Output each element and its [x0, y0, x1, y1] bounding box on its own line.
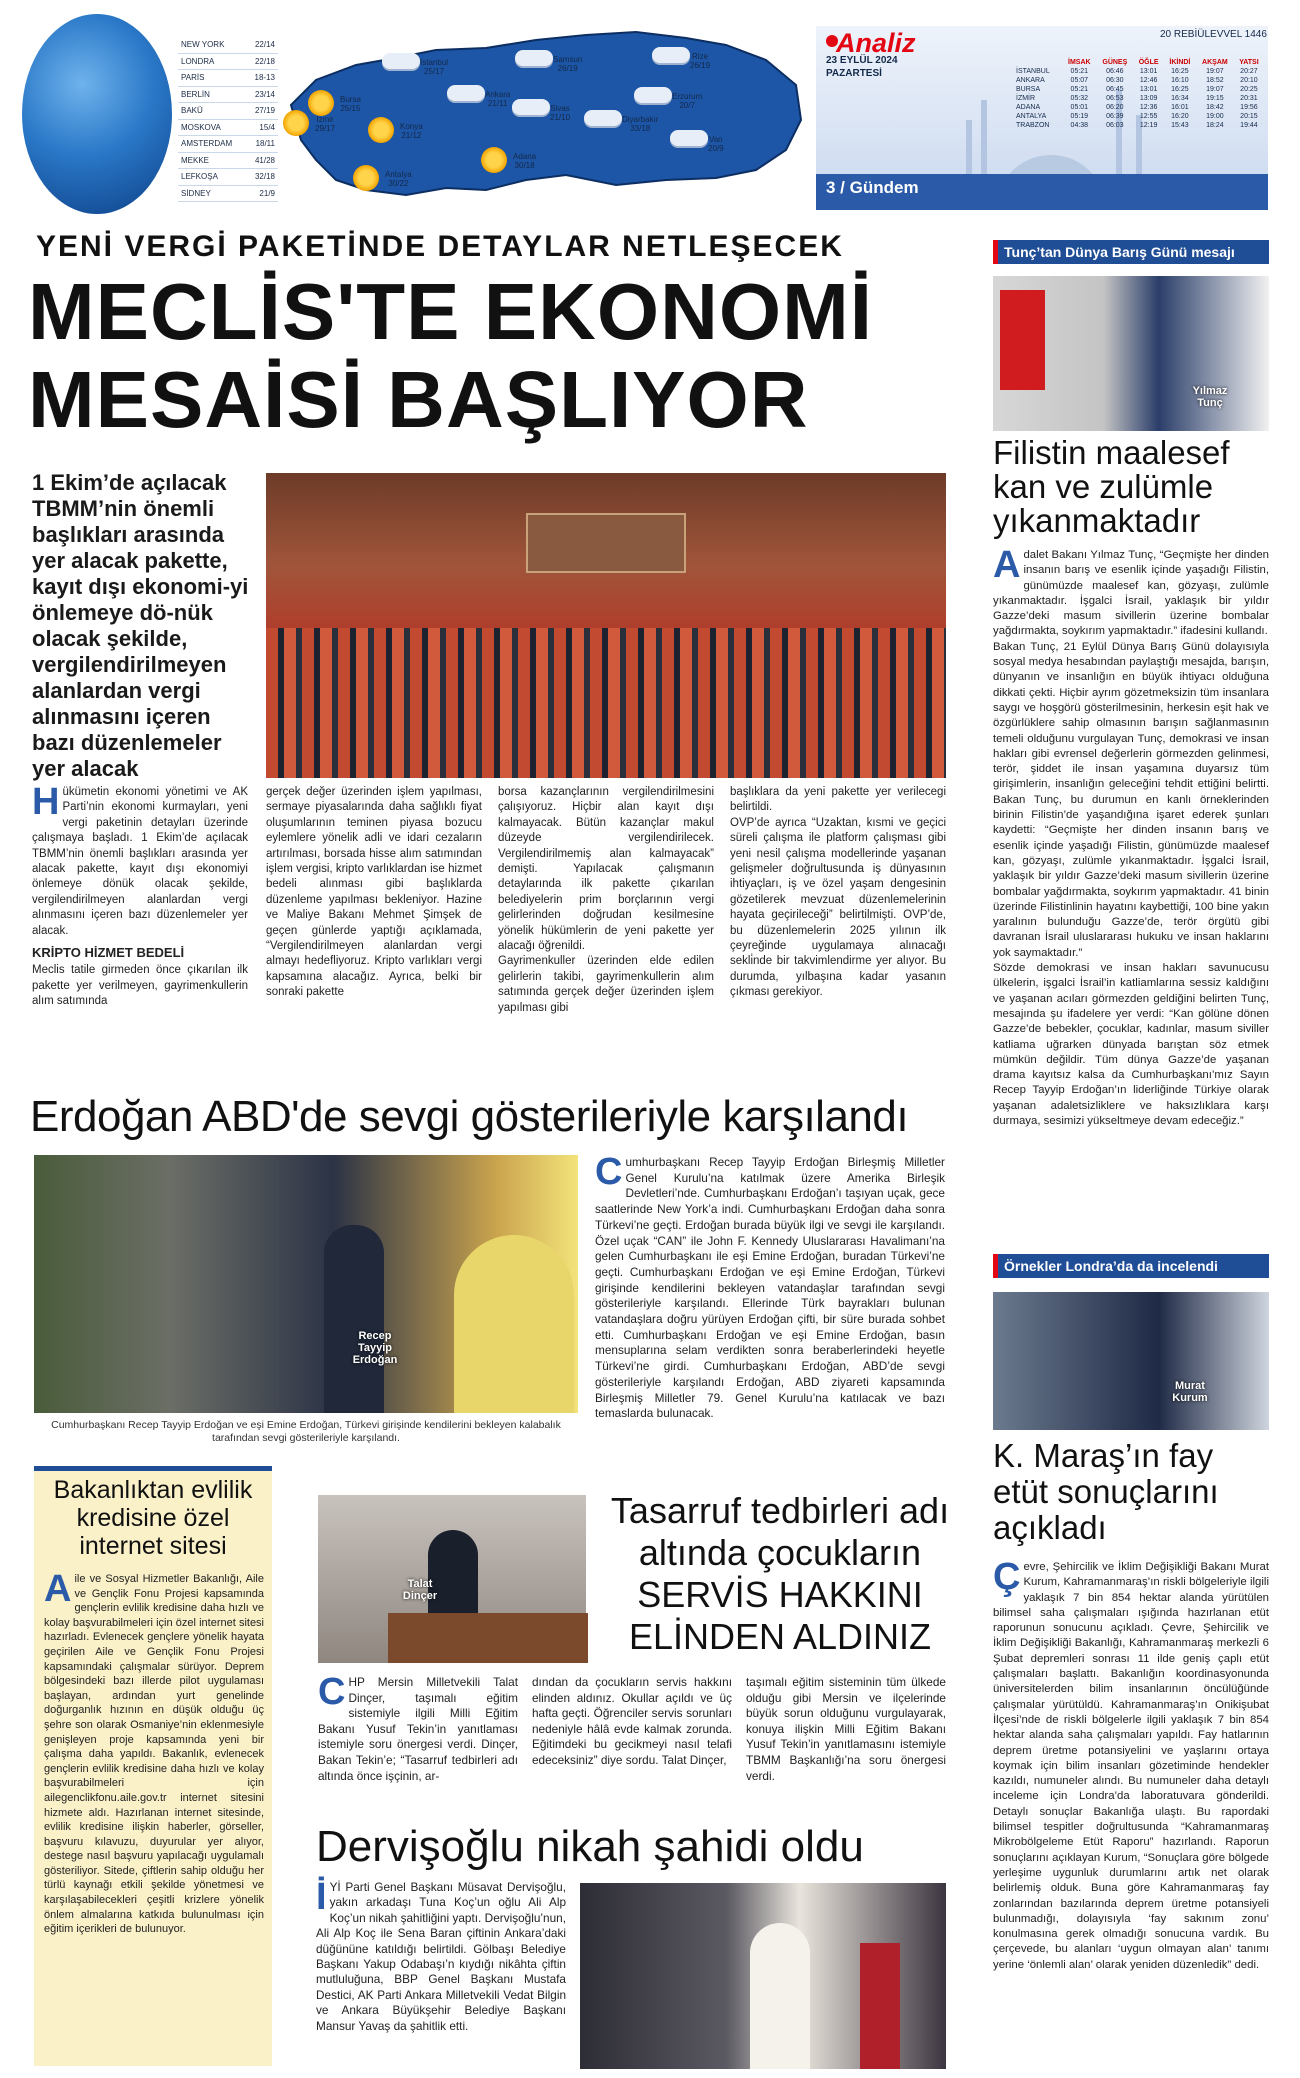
cloud-icon: [447, 85, 485, 101]
city-temp: 23/14: [254, 89, 275, 99]
prayer-cell: 13:01: [1139, 68, 1158, 75]
lead-headline[interactable]: MECLİS'TE EKONOMİ MESAİSİ BAŞLIYOR: [28, 267, 873, 444]
cloud-icon: [670, 130, 708, 146]
prayer-cell: ANTALYA: [1016, 113, 1047, 120]
sun-icon: [353, 165, 379, 191]
prayer-header: İMSAK: [1068, 59, 1091, 66]
date: 23 EYLÜL 2024: [826, 55, 898, 66]
map-city: [400, 122, 423, 140]
map-city: [690, 52, 710, 70]
map-city-temp: 21/11: [487, 99, 508, 108]
city-name: NEW YORK: [181, 40, 225, 49]
prayer-row: [1014, 103, 1264, 112]
city-row: [178, 37, 278, 54]
prayer-cell: 20:27: [1240, 68, 1258, 75]
prayer-cell: 13:09: [1139, 95, 1158, 102]
hijri-date: 20 REBİÜLEVVEL 1446: [1160, 29, 1267, 40]
prayer-cell: 18:42: [1206, 104, 1224, 111]
city-row: [178, 54, 278, 71]
prayer-cell: 15:43: [1171, 122, 1189, 129]
dervisoglu-headline[interactable]: Dervişoğlu nikah şahidi oldu: [316, 1822, 864, 1871]
prayer-cell: 16:01: [1171, 104, 1189, 111]
city-row: [178, 70, 278, 87]
map-city-name: Erzurum: [672, 92, 703, 101]
map-city-name: Adana: [513, 152, 537, 161]
prayer-header: ÖĞLE: [1138, 59, 1159, 66]
map-city-name: İzmir: [316, 115, 334, 124]
kurum-tag: Örnekler Londra’da da incelendi: [993, 1254, 1269, 1278]
lead-subhead: KRİPTO HİZMET BEDELİ: [32, 945, 185, 961]
prayer-cell: 06:03: [1106, 122, 1124, 129]
kurum-body: [993, 1556, 1269, 1973]
evlilik-body: [44, 1568, 264, 1937]
lead-column-1: [32, 781, 248, 1010]
city-row: [178, 169, 278, 186]
prayer-cell: 19:07: [1206, 68, 1224, 75]
cloud-icon: [515, 50, 553, 66]
prayer-cell: 06:46: [1106, 68, 1124, 75]
prayer-cell: 18:24: [1206, 122, 1224, 129]
city-temp: 15/4: [259, 122, 275, 132]
prayer-cell: 12:19: [1139, 122, 1158, 129]
tunc-headline[interactable]: Filistin maalesef kan ve zulümle yıkanmaktadır: [993, 434, 1230, 539]
lead-column-4: başlıklara da yeni pakette yer verilecegi belirtildi. OVP’de ayrıca “Uzaktan, kısmi ve geçici süreli çalışma ile platform çalışması gibi yeni nesil çalışma modellerinde yaşanan gelişmeler doğrultusunda iş dünyasının ihtiyaçları, iş ve özel yaşam dengesinin gözetilerek mevzuat düzenlemelerinin hayata geçirileceği” belirtilmişti. OVP’de, bu düzenlemelerin 2025 yılının ilk çeyreğinde uygulamaya alınacağı sekli̇nde bir takvimlendirme yer alıyor. Bu durumda, yılbaşına kadar yasanın çıkması gerekiyor.: [730, 786, 946, 999]
prayer-cell: 16:20: [1171, 113, 1189, 120]
prayer-cell: 06:45: [1106, 86, 1124, 93]
city-temp: 18-13: [254, 73, 275, 82]
map-city-temp: 26/19: [690, 61, 711, 70]
city-row: [178, 120, 278, 137]
map-city: [485, 90, 510, 108]
map-city-temp: 25/15: [340, 104, 361, 113]
prayer-cell: 19:07: [1206, 86, 1224, 93]
map-city: [513, 152, 536, 170]
prayer-cell: ADANA: [1016, 104, 1041, 111]
city-name: MOSKOVA: [181, 122, 221, 132]
prayer-cell: 05:32: [1070, 95, 1089, 102]
cloud-icon: [512, 99, 550, 115]
prayer-row: [1014, 67, 1264, 76]
kurum-photo-label: Murat Kurum: [1172, 1380, 1208, 1404]
prayer-cell: TRABZON: [1016, 122, 1050, 129]
city-temp: 32/18: [254, 172, 275, 181]
map-city-name: İstanbul: [420, 58, 449, 67]
prayer-header: AKŞAM: [1202, 59, 1228, 66]
erdogan-dropcap: C: [595, 1151, 623, 1193]
map-city: [553, 55, 582, 73]
dervisoglu-body: [316, 1876, 566, 2034]
servis-column-3: taşımalı eğitim sisteminin tüm ülkede olduğu gibi Mersin ve ilçelerinde büyük sorun olduğunu vurgulayarak, konuya ilişkin Milli Eğitim Bakanı Yusuf Tekin’in yanıtlamasını istemiyle TBMM Başkanlığı’na soru önergesi verdi.: [746, 1675, 946, 1783]
erdogan-caption: Cumhurbaşkanı Recep Tayyip Erdoğan ve eşi Emine Erdoğan, Türkevi girişinde kendilerini bekleyen kalabalık tarafından sevgi gösterileriyle karşılandı.: [51, 1419, 561, 1444]
city-temp: 18/11: [255, 139, 275, 148]
city-row: [178, 136, 278, 153]
erdogan-body-text: umhurbaşkanı Recep Tayyip Erdoğan Birleşmiş Milletler Genel Kurulu’na katılmak üzere Amerika Birleşik Devletleri’nde. Cumhurbaşkanı Erdoğan’ı taşıyan uçak, gece saatlerinde New York’a indi. Cumhurbaşkanı Erdoğan daha sonra Türkevi’ne geçti. Erdoğan burada büyük ilgi ve sevgi ile karşılandı. Özel uçak “CAN” ile John F. Kennedy Uluslararası Havalimanı’na gelen Cumhurbaşkanı ile eşi Emine Erdoğan, buradan Türkevi’ne geçti. Cumhurbaşkanı Erdoğan ve eşi Emine Erdoğan, Türkevi girişinde kendilerini bekleyen vatandaşlar tarafından sevgi gösterileriyle karşılandı. Ellerinde Türk bayrakları bulunan vatandaşlara doğru yürüyen Erdoğan çifti, bir süre burada sohbet etti. Cumhurbaşkanı Erdoğan ve eşi Emine Erdoğan, basın mensuplarına selam verdikten sonra beraberlerindeki heyetle Türkevi’ne girdi. Cumhurbaşkanı Erdoğan, ABD’de sevgi gösterileriyle karşılandı Erdoğan, ABD ziyareti kapsamında Birleşmiş Milletler 79. Genel Kurulu’na katılacak ve bazı temaslarda bulunacak.: [595, 1155, 945, 1421]
prayer-cell: 05:21: [1070, 68, 1089, 75]
prayer-cell: 19:00: [1206, 113, 1224, 120]
map-city-name: Antalya: [385, 170, 412, 179]
city-row: [178, 103, 278, 120]
map-city-temp: 26/19: [557, 64, 578, 73]
kurum-dropcap: Ç: [993, 1556, 1021, 1598]
prayer-cell: 06:53: [1106, 95, 1124, 102]
city-temp: 41/28: [254, 155, 275, 165]
map-city-temp: 21/12: [401, 131, 422, 140]
map-city-name: Van: [708, 135, 723, 144]
prayer-cell: BURSA: [1016, 86, 1041, 93]
prayer-header: YATSI: [1239, 59, 1259, 66]
prayer-cell: 16:34: [1171, 95, 1189, 102]
prayer-header: GÜNEŞ: [1102, 59, 1128, 66]
city-row: [178, 87, 278, 104]
map-city-name: Bursa: [340, 95, 361, 104]
servis-column-1: [318, 1671, 518, 1784]
prayer-cell: 13:01: [1139, 86, 1158, 93]
dateline: [826, 54, 898, 80]
prayer-cell: 19:15: [1206, 95, 1224, 102]
prayer-cell: ANKARA: [1016, 77, 1045, 84]
map-city-temp: 30/22: [388, 179, 409, 188]
prayer-cell: 20:25: [1240, 86, 1258, 93]
prayer-header: İKİNDİ: [1169, 59, 1191, 66]
kurum-photo: [993, 1292, 1269, 1430]
prayer-cell: 19:44: [1240, 122, 1258, 129]
cloud-icon: [584, 110, 622, 126]
map-city-temp: 21/10: [550, 113, 571, 122]
evlilik-dropcap: A: [44, 1568, 72, 1610]
servis-col1-text: HP Mersin Milletvekili Talat Dinçer, taşımalı eğitim sistemiyle ilgili Milli Eğitim Bakanı Yusuf Tekin’in yanıtlaması istemiyle soru önergesi verdi. Dinçer, Bakan Tekin’e; “Tasarruf tedbirleri adı altında önce işçinin, ar-: [318, 1675, 518, 1783]
map-city-name: Rize: [692, 52, 709, 61]
erdogan-body: [595, 1151, 945, 1422]
evlilik-body-text: ile ve Sosyal Hizmetler Bakanlığı, Aile ve Gençlik Fonu Projesi kapsamında gençlerin evlilik kredisine daha hızlı ve kolay başvurabilmeleri için özel internet sitesi hazırladı. Evlenecek gençlere yönelik hayata geçirilen Aile ve Gençlik Fonu Projesi kapsamındaki çalışmalar sürüyor. Deprem bölgesindeki bazı illerde pilot uygulaması başlayan, ardından yurt genelinde doğurganlık hızının en düşük olduğu üç şehre son olarak Osmaniye’nin eklenmesiyle genişleyen proje kapsamında yeni bir çalışma daha yapıldı. Bakanlık, evlenecek gençlerin evlilik kredisine daha hızlı ve kolay başvurabilmeleri için ailegenclikfonu.aile.gov.tr internet sitesini hizmete aldı. Hazırlanan internet sitesinde, evlilik kredisine ilişkin haberler, görseller, başvuru kılavuzu, duyurular yer alıyor, destege nasıl başvuru yapılacağı uygulamalı gösteriliyor. Sitede, çiftlerin sahip olduğu her türlü kaynağı etkili şekilde yönetmesi ve karşılaşabilecekleri çeşitli krizlere yönelik önlem almalarına katkıda bulunulması için eğitim içerikleri de bulunuyor.: [44, 1573, 264, 1936]
map-city: [315, 115, 335, 133]
prayer-row: [1014, 112, 1264, 121]
servis-column-2: dından da çocukların servis hakkını elinden aldınız. Okullar açıldı ve üç hafta geçti. Öğrenciler servis sorunları nedeniyle hâlâ evde kalmak zorunda. Eğitimdeki bu gecikmeyi nasıl telafi edeceksiniz” diye sordu. Talat Dinçer,: [532, 1675, 732, 1767]
city-row: [178, 153, 278, 170]
map-city: [622, 115, 658, 133]
map-city: [340, 95, 361, 113]
map-city-name: Konya: [400, 122, 423, 131]
prayer-cell: İZMİR: [1016, 95, 1036, 102]
map-city-temp: 29/17: [315, 124, 336, 133]
sun-icon: [368, 117, 394, 143]
erdogan-headline[interactable]: Erdoğan ABD'de sevgi gösterileriyle karşılandı: [30, 1092, 909, 1141]
prayer-cell: İSTANBUL: [1016, 68, 1050, 75]
city-name: LEFKOŞA: [181, 172, 218, 181]
lead-col1b-text: Meclis tatile girmeden önce çıkarılan ilk pakette yer verilmeyen, gayrimenkullerin alım satımında: [32, 964, 248, 1008]
map-city-name: Samsun: [553, 55, 583, 64]
city-name: BERLİN: [181, 89, 210, 99]
map-city: [385, 170, 412, 188]
tunc-body-text: dalet Bakanı Yılmaz Tunç, “Geçmişte her dinden insanın barış ve esenlik içinde yaşadığı Filistin, günümüzde maalesef kan, gözyaşı, zulümle yıkanmaktadır. İşgalci İsrail, yaklaşık bir yıldır Gazze’deki masum sivillerin üzerine bombalar yağdırmakta, soykırım yapmaktadır.” ifadesini kullandı. Bakan Tunç, 21 Eylül Dünya Barış Günü dolayısıyla sosyal medya hesabından paylaştığı mesajda, barışın, dünyanın ve insanlığın en büyük ihtiyacı olduğuna dikkati çekti. Hiçbir ayrım gözetmeksizin tüm insanlara saygı ve hoşgörü gösterilmesinin, herkesin eşit hak ve özgürlüklere sahip olmasının barışın sağlanmasının temeli olduğunu vurgulayan Tunç, demokrasi ve insan hakları gibi evrensel değerlerin görmezden gelinmesi, terör, şiddet ile insan yaşamına duyarsız tüm girişimlerin, insanlığın geleceğini tehdit ettiğini belirtti. Bakan Tunç, bu durumun en kanlı örneklerinden birinin Filistin’de yaşandığına işaret ederek şunları kaydetti: “Geçmişte her dinden insanın barış ve esenlik içinde yaşadığı Filistin, günümüzde maalesef kan, gözyaşı, zulümle yıkanmaktadır. İşgalci İsrail, yaklaşık bir yıldır Gazze’deki masum sivillerin üzerine bombalar yağdırmakta, soykırım yapmaktadır. 41 binin üzerinde Filistinlinin hayatını kaybettiği, 100 bine yakın yaralının bulunduğu Gazze’de, terör örgütü gibi davranan İsrail uluslararası hukuku ve insan haklarını yok saymaktadır.” Sözde demokrasi ve insan hakları savunucusu ülkelerin, işgalci İsrail’in katliamlarına sessiz kaldığını ve yaşanan acıları görmezden geldiğini belirten Tunç, mesajında şu ifadelere yer verdi: “Kan gölüne dönen Gazze’de bebekler, çocuklar, kadınlar, masum siviller katliama uğrarken dünyada barıştan söz etmek mümkün değildir. Tüm dünya Gazze’de yaşanan drama kayıtsız kalsa da Cumhurbaşkanı’mız Sayın Recep Tayyip Erdoğan’ın liderliğinde Türkiye olarak yaşanan adaletsizliklere ve haksızlıklara karşı durmaya, sesimizi yükseltmeye devam edeceğiz.”: [993, 549, 1269, 1127]
cloud-icon: [382, 53, 420, 69]
prayer-cell: 12:55: [1139, 113, 1158, 120]
prayer-cell: 04:38: [1070, 122, 1089, 129]
evlilik-headline[interactable]: Bakanlıktan evlilik kredisine özel internet sitesi: [53, 1476, 253, 1560]
kurum-body-text: evre, Şehircilik ve İklim Değişikliği Bakanı Murat Kurum, Kahramanmaraş’ın riskli bölgeleriyle ilgili yaklaşık 7 bin 854 hektar alanda yürütülen bilimsel saha çalışmaları ışığında hazırlanan etüt raporunun sonucunu açıkladı. Çevre, Şehircilik ve İklim Değişikliği Bakanlığı, Kahramanmaraş merkezli 6 Şubat depremleri sonrası 11 ilde geniş çaplı etüt çalışmaları başlattı. Bakanlığın koordinasyonunda üniversitelerden bilim insanlarının öncülüğünde çalışmalar yürütüldü. Kahramanmaraş’ın Onikişubat İlçesi’nde de riskli bölgelerle ilgili yaklaşık 7 bin 854 hektar alanda saha çalışmaları yapıldı. Fay hatlarının deprem üretme potansiyelini ve yaşlarını ortaya koymak için bilim insanları gözetiminde hendekler kazıldı, numuneler alındı. Bu numuneler daha detaylı inceleme için Londra’da laboratuvara gönderildi. Detaylı sonuçlar Bakanlığa ulaştı. Bu rapordaki bilimsel tespitler doğrultusunda “Kahramanmaraş Mikrobölgeleme Etüt Raporu” hazırlandı. Raporun sonuçlarını açıklayan Kurum, “Sonuçlara göre bölgede yerleşime uygunluk durumlarını artık net olarak belirlemiş olduk. Buna göre Kahramanmaraş fay zonlarından bazılarında deprem üretme potansiyeli bulunmadığı, dolayısıyla ‘fay sakınım zonu’ konulmasına gerek olmadığı sonucuna vardık. Bu çerçevede, bu alanları ‘uygun olmayan alan’ tanımı yerine ‘önlemli alan’ olarak yeniden düzenledik” dedi.: [993, 1561, 1269, 1971]
map-city-name: Sivas: [550, 104, 570, 113]
city-name: BAKÜ: [181, 106, 203, 115]
city-name: LONDRA: [181, 56, 215, 66]
tunc-dropcap: A: [993, 544, 1021, 586]
prayer-cell: 12:46: [1139, 77, 1158, 84]
prayer-cell: 05:01: [1070, 104, 1089, 111]
turkish-flag-icon: [1000, 290, 1045, 390]
city-temp: 21/9: [259, 188, 275, 198]
cloud-icon: [634, 87, 672, 103]
prayer-row: [1014, 85, 1264, 94]
prayer-row: [1014, 76, 1264, 85]
prayer-times-table: [1014, 58, 1264, 130]
talat-photo: [318, 1495, 586, 1663]
map-city-temp: 20/7: [679, 101, 695, 110]
servis-dropcap: C: [318, 1671, 346, 1713]
prayer-cell: 05:07: [1070, 77, 1089, 84]
dervisoglu-body-text: Yİ Parti Genel Başkanı Müsavat Dervişoğlu, yakın arkadaşı Tuna Koç’un oğlu Ali Alp Koç’un nikah şahitliğini yaptı. Dervişoğlu’nun, Ali Alp Koç ile Sena Baran çiftinin Ankara’daki düğününe katıldığı belirtildi. Gölbaşı Belediye Başkanı Yakup Odabaşı’n kıydığı nikâhta çiftin mutluluğuna, BBP Genel Başkanı Mustafa Destici, AK Parti Ankara Milletvekili Vedat Bilgin ve Ankara Büyükşehir Belediye Başkanı Mansur Yavaş da şahitlik etti.: [316, 1880, 566, 2033]
lead-summary: 1 Ekim’de açılacak TBMM’nin önemli başlıkları arasında yer alacak pakette, kayıt dışı ekonomi-yi önlemeye dö-nük olacak şekilde, vergilendirilmeyen alanlardan vergi alınmasını içeren bazı düzenlemeler yer alacak: [32, 470, 249, 781]
erdogan-photo: [34, 1155, 578, 1413]
prayer-cell: 06:39: [1106, 113, 1124, 120]
city-name: SİDNEY: [181, 188, 211, 198]
map-city: [672, 92, 702, 110]
prayer-cell: 16:10: [1171, 77, 1189, 84]
city-row: [178, 186, 278, 203]
city-name: MEKKE: [181, 155, 210, 165]
dervisoglu-dropcap: İ: [316, 1876, 327, 1918]
prayer-cell: 20:15: [1240, 113, 1258, 120]
weekday: PAZARTESİ: [826, 68, 882, 79]
prayer-cell: 20:31: [1240, 95, 1258, 102]
city-name: AMSTERDAM: [181, 139, 233, 148]
prayer-cell: 20:10: [1240, 77, 1258, 84]
map-city: [550, 104, 570, 122]
prayer-cell: 12:36: [1139, 104, 1158, 111]
city-name: PARİS: [181, 73, 205, 82]
sun-icon: [481, 147, 507, 173]
lead-column-2: gerçek değer üzerinden işlem yapılması, sermaye piyasalarında daha sağlıklı fiyat oluşumlarının teminen piyasa bozucu eylemlere yönelik adli ve idari cezaların artırılması, borsada hisse alım satımından işlem vergisi, kripto varlıklardan ise hizmet bedeli alınması gibi başlıklarda düzenleme yapılması bekleniyor. Hazine ve Maliye Bakanı Mehmet Şimşek de geçen günlerde yaptığı açıklamada, “Vergilendirilmeyen alanlardan vergi almayı hedefliyoruz. Kripto varlıkları vergi kapsamına alacağız. Ayrıca, belki bir sonraki pakette: [266, 786, 482, 999]
map-city-temp: 25/17: [424, 67, 445, 76]
lead-kicker: YENİ VERGİ PAKETİNDE DETAYLAR NETLEŞECEK: [36, 230, 844, 263]
kurum-headline[interactable]: K. Maraş’ın fay etüt sonuçlarını açıkladı: [993, 1437, 1219, 1546]
map-city-name: Ankara: [485, 90, 511, 99]
prayer-cell: 16:25: [1171, 68, 1189, 75]
map-city-name: Diyarbakır: [622, 115, 659, 124]
prayer-cell: 18:52: [1206, 77, 1224, 84]
city-temp: 27/19: [254, 106, 275, 115]
wedding-photo: [580, 1883, 946, 2069]
tunc-photo-label: Yılmaz Tunç: [1192, 385, 1228, 409]
sun-icon: [308, 90, 334, 116]
globe-image: [22, 14, 172, 214]
map-city-temp: 20/9: [708, 144, 724, 153]
sun-icon: [283, 110, 309, 136]
erdogan-photo-label: Recep Tayyip Erdoğan: [352, 1330, 398, 1366]
map-city: [708, 135, 724, 153]
newspaper-logo[interactable]: Analiz: [836, 28, 916, 58]
prayer-cell: 16:25: [1171, 86, 1189, 93]
prayer-row: [1014, 121, 1264, 130]
tunc-tag: Tunç’tan Dünya Barış Günü mesajı: [993, 240, 1269, 264]
cloud-icon: [652, 47, 690, 63]
section-label: 3 / Gündem: [826, 178, 919, 197]
prayer-cell: 19:56: [1240, 104, 1258, 111]
lead-dropcap: H: [32, 781, 60, 823]
servis-headline[interactable]: Tasarruf tedbirleri adı altında çocukların SERVİS HAKKINI ELİNDEN ALDINIZ: [610, 1490, 950, 1657]
parliament-photo: [266, 473, 946, 778]
city-temp: 22/18: [254, 56, 275, 66]
prayer-cell: 05:21: [1070, 86, 1089, 93]
prayer-cell: 05:19: [1070, 113, 1089, 120]
tunc-body: [993, 544, 1269, 1129]
prayer-header: [1014, 58, 1062, 67]
prayer-cell: 06:20: [1106, 104, 1124, 111]
map-city-temp: 30/18: [514, 161, 535, 170]
lead-col1-text: ükümetin ekonomi yönetimi ve AK Parti’nin ekonomi kurmayları, yeni vergi paketinin detayları üzerinde çalışmaya başladı. 1 Ekim’de açılacak TBMM’nin önemli başlıkları arasında yer alacak pakette, kayıt dışı ekonomiyi önlemeye dönük olacak şekilde, vergilendirilmeyen alanlardan vergi alınmasını içeren bazı düzenlemeler yer alacak.: [32, 786, 248, 937]
map-city-temp: 33/18: [630, 124, 651, 133]
lead-column-3: borsa kazançlarının vergilendirilmesini çalışıyoruz. Hiçbir alan kayıt dışı kalmayacak. Bütün kazançlar makul düzeyde vergilendirilecek. Vergilendirilmemiş alan kalmayacak” demişti. Yapılacak çalışmanın detaylarında ilk pakette çıkarılan belediyelerin prim borçlarının vergi gelirlerinden doğrudan kesilmesine yönelik hükümlerin de yeni pakette yer alacağı öğrenildi. Gayrimenkuller üzerinden elde edilen gelirlerin takibi, gayrimenkullerin alım satımında gerçek değer üzerinden işlem yapılması gibi: [498, 786, 714, 1014]
world-cities-list: [178, 37, 278, 202]
city-temp: 22/14: [254, 40, 275, 49]
talat-photo-label: Talat Dinçer: [402, 1578, 438, 1602]
map-city: [420, 58, 448, 76]
prayer-row: [1014, 94, 1264, 103]
prayer-cell: 06:30: [1106, 77, 1124, 84]
